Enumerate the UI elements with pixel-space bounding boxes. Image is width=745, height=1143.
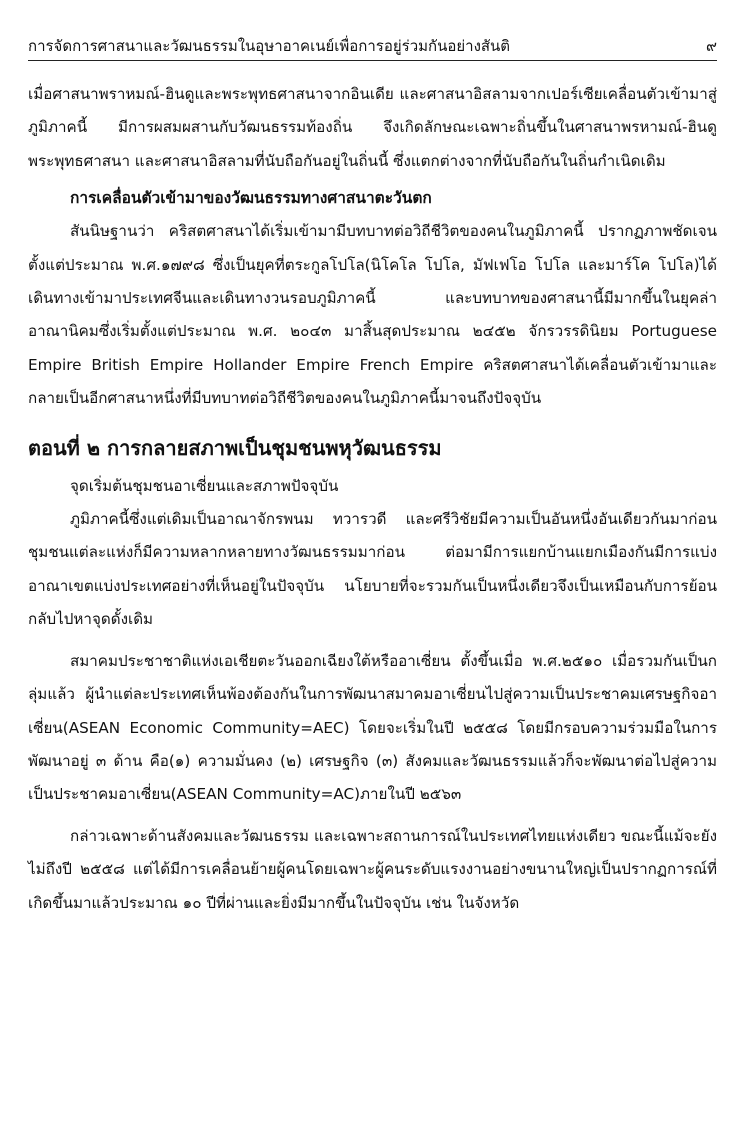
paragraph-region-history: ภูมิภาคนี้ซึ่งแต่เดิมเป็นอาณาจักรพนม ทวารวดี และศรีวิชัยมีความเป็นอันหนึ่งอันเดียวกันมาก่อน ชุมชนแต่ละแห่งก็มีความหลากหลายทางวัฒนธรรมมาก่อน ต่อมามีการแยกบ้านแยกเมืองกันมีการแบ่งอาณาเขตแบ่งประเทศอย่างที่เห็นอยู่ในปัจจุบัน นโยบายที่จะรวมกันเป็นหนึ่งเดียวจึงเป็นเหมือนกับการย้อนกลับไปหาจุดดั้งเดิม — [28, 510, 717, 629]
paragraph-asean: สมาคมประชาชาติแห่งเอเชียตะวันออกเฉียงใต้หรืออาเซี่ยน ตั้งขึ้นเมื่อ พ.ศ.๒๕๑๐ เมื่อรวมกันเป็นกลุ่มแล้ว ผู้นำแต่ละประเทศเห็นพ้องต้องกันในการพัฒนาสมาคมอาเซี่ยนไปสู่ความเป็นประชาคมเศรษฐกิจอาเซี่ยน(ASEAN Economic Community=AEC) โดยจะเริ่มในปี ๒๕๕๘ โดยมีกรอบความร่วมมือในการพัฒนาอยู่ ๓ ด้าน คือ(๑) ความมั่นคง (๒) เศรษฐกิจ (๓) สังคมและวัฒนธรรมแล้วก็จะพัฒนาต่อไปสู่ความเป็นประชาคมอาเซี่ยน(ASEAN Community=AC)ภายในปี ๒๕๖๓ — [28, 651, 717, 804]
section-heading: ตอนที่ ๒ การกลายสภาพเป็นชุมชนพหุวัฒนธรรม — [28, 435, 442, 460]
paragraph-christianity: สันนิษฐานว่า คริสตศาสนาได้เริ่มเข้ามามีบทบาทต่อวิถีชีวิตของคนในภูมิภาคนี้ ปรากฏภาพชัดเจนตั้งแต่ประมาณ พ.ศ.๑๗๙๘ ซึ่งเป็นยุคที่ตระกูลโปโล(นิโคโล โปโล, มัฟเฟโอ โปโล และมาร์โค โปโล)ได้เดินทางเข้ามาประเทศจีนและเดินทางวนรอบภูมิภาคนี้ และบทบาทของศาสนานี้มีมากขึ้นในยุคล่าอาณานิคมซึ่งเริ่มตั้งแต่ประมาณ พ.ศ. ๒๐๔๓ มาสิ้นสุดประมาณ ๒๔๕๒ จักรวรรดินิยม Portuguese Empire British Empire Hollander Empire French Empire คริสตศาสนาได้เคลื่อนตัวเข้ามาและกลายเป็นอีกศาสนาหนึ่งที่มีบทบาทต่อวิถีชีวิตของคนในภูมิภาคนี้มาจนถึงปัจจุบัน — [28, 222, 717, 408]
paragraph-social-culture: กล่าวเฉพาะด้านสังคมและวัฒนธรรม และเฉพาะสถานการณ์ในประเทศไทยแห่งเดียว ขณะนี้แม้จะยังไม่ถึงปี ๒๕๕๘ แต่ได้มีการเคลื่อนย้ายผู้คนโดยเฉพาะผู้คนระดับแรงงานอย่างขนานใหญ่เป็นปรากฏการณ์ที่เกิดขึ้นมาแล้วประมาณ ๑๐ ปีที่ผ่านและยิ่งมีมากขึ้นในปัจจุบัน เช่น ในจังหวัด — [28, 826, 717, 912]
paragraph-intro: เมื่อศาสนาพราหมณ์-ฮินดูและพระพุทธศาสนาจากอินเดีย และศาสนาอิสลามจากเปอร์เซียเคลื่อนตัวเข้ามาสู่ภูมิภาคนี้ มีการผสมผสานกับวัฒนธรรมท้องถิ่น จึงเกิดลักษณะเฉพาะถิ่นขึ้นในศาสนาพรหามณ์-ฮินดู พระพุทธศาสนา และศาสนาอิสลามที่นับถือกันอยู่ในถิ่นนี้ ซึ่งแตกต่างจากที่นับถือกันในถิ่นกำเนิดเดิม — [28, 85, 717, 170]
page-body — [28, 78, 717, 920]
header-title: การจัดการศาสนาและวัฒนธรรมในอุษาอาคเนย์เพื่อการอยู่ร่วมกันอย่างสันติ — [28, 37, 511, 55]
subheading-asean-origin: จุดเริ่มต้นชุมชนอาเซี่ยนและสภาพปัจจุบัน — [70, 476, 339, 495]
page-number: ๙ — [706, 37, 717, 55]
running-header — [28, 34, 717, 61]
subheading-western-religion: การเคลื่อนตัวเข้ามาของวัฒนธรรมทางศาสนาตะวันตก — [70, 189, 432, 208]
